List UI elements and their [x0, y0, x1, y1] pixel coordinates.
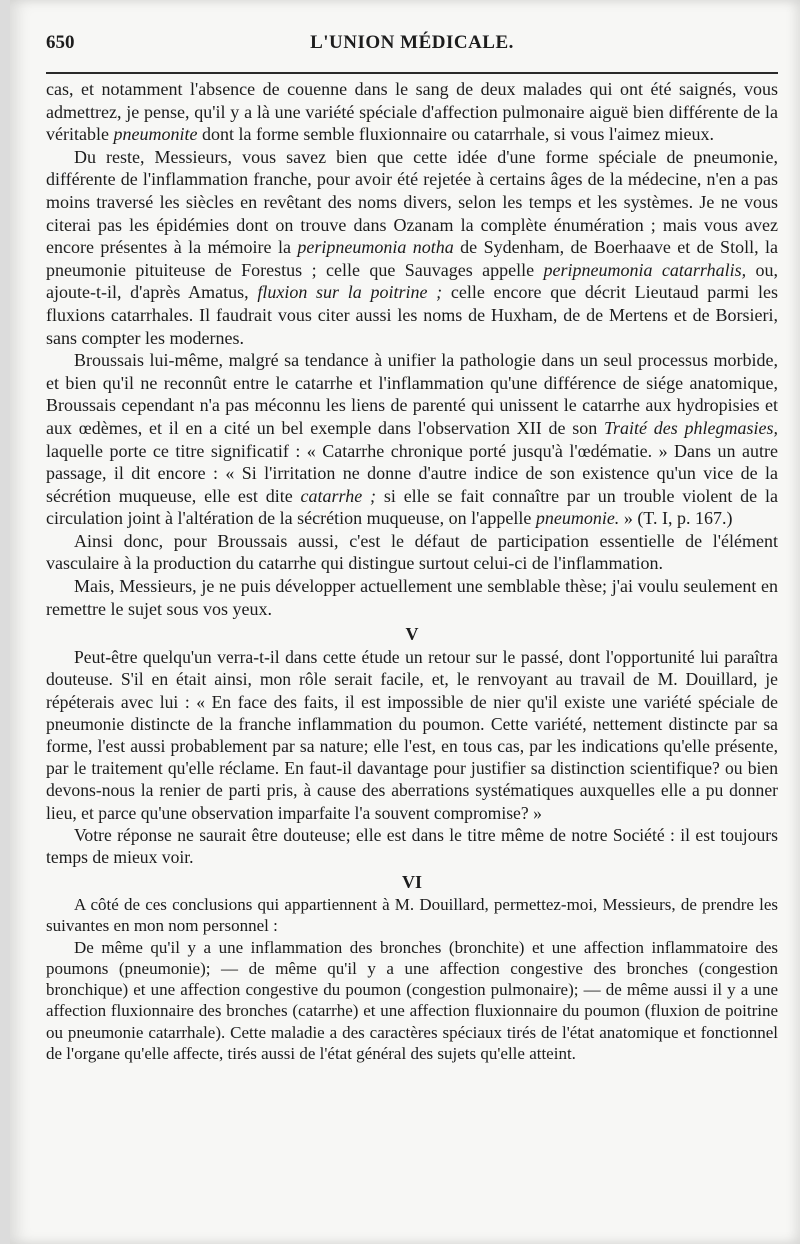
body-text	[46, 78, 778, 1214]
running-title: L'UNION MÉDICALE.	[310, 32, 514, 53]
section-vi	[46, 871, 778, 1064]
page-header	[46, 32, 778, 62]
page-number: 650	[46, 32, 75, 53]
section-heading-v: V	[405, 624, 419, 645]
header-rule	[46, 72, 778, 74]
section-heading-vi: VI	[401, 872, 422, 893]
paragraph-a-cote: A côté de ces conclusions qui appartiennent à M. Douillard, permettez-moi, Messieurs, de prendre les suivantes en mon nom personnel :	[46, 895, 778, 936]
paragraph-mais-messieurs: Mais, Messieurs, je ne puis développer actuellement une semblable thèse; j'ai voulu seulement en remettre le sujet sous vos yeux.	[46, 576, 778, 619]
paragraph-ainsi-donc: Ainsi donc, pour Broussais aussi, c'est le défaut de participation essentielle de l'élément vasculaire à la production du catarrhe qui distingue surtout celui-ci de l'inflammation.	[46, 530, 778, 574]
paragraph-du-reste: Du reste, Messieurs, vous savez bien que cette idée d'une forme spéciale de pneumonie, différente de l'inflammation franche, pour avoir été rejetée à certains âges de la médecine, n'en a pas moins traversé les siècles en revêtant des noms divers, selon les temps et les systèmes. Je ne vous citerai pas les épidémies dont on trouve dans Ozanam la complète énumération ; mais vous avez encore présentes à la mémoire la peripneumonia notha de Sydenham, de Boerhaave et de Stoll, la pneumonie pituiteuse de Forestus ; celle que Sauvages appelle peripneumonia catarrhalis, ou, ajoute-t-il, d'après Amatus, fluxion sur la poitrine ; celle encore que décrit Lieutaud parmi les fluxions catarrhales. Il faudrait vous citer aussi les noms de Huxham, de de Mertens et de Borsieri, sans compter les modernes.	[46, 146, 779, 348]
paragraph-votre-reponse: Votre réponse ne saurait être douteuse; elle est dans le titre même de notre Société : il est toujours temps de mieux voir.	[46, 824, 778, 868]
paragraph-de-meme: De même qu'il y a une inflammation des bronches (bronchite) et une affection inflammatoire des poumons (pneumonie); — de même qu'il y a une affection congestive des bronches (congestion bronchique) et une affection congestive du poumon (congestion pulmonaire); — de même aussi il y a une affection fluxionnaire des bronches (catarrhe) et une affection fluxionnaire du poumon (fluxion de poitrine ou pneumonie catarrhale). Cette maladie a des caractères spéciaux tirés de l'état anatomique et fonctionnel de l'organe qu'elle affecte, tirés aussi de l'état général des sujets qu'elle atteint.	[46, 937, 778, 1063]
paragraph-continued: cas, et notamment l'absence de couenne dans le sang de deux malades qui ont été saignés, vous admettrez, je pense, qu'il y a là une variété spéciale d'affection pulmonaire aiguë bien différente de la véritable pneumonite dont la forme semble fluxionnaire ou catarrhale, si vous l'aimez mieux.	[46, 79, 778, 145]
book-page	[10, 0, 800, 1244]
paragraph-peut-etre: Peut-être quelqu'un verra-t-il dans cette étude un retour sur le passé, dont l'opportunité lui paraîtra douteuse. S'il en était ainsi, mon rôle serait facile, et, le renvoyant au travail de M. Douillard, je répéterais avec lui : « En face des faits, il est impossible de nier qu'il existe une variété spéciale de pneumonie distincte de la franche inflammation du poumon. Cette variété, nettement distincte par sa forme, l'est aussi probablement par sa nature; elle l'est, en tous cas, par les indications qu'elle présente, par le traitement qu'elle réclame. En faut-il davantage pour justifier sa distinction scientifique? ou bien devons-nous la renier de parti pris, à cause des aberrations systématiques auxquelles elle a pu donner lieu, et parce qu'une observation imparfaite l'a souvent compromise? »	[46, 647, 778, 823]
section-v	[46, 623, 778, 868]
paragraph-broussais: Broussais lui-même, malgré sa tendance à unifier la pathologie dans un seul processus morbide, et bien qu'il ne reconnût entre le catarrhe et l'inflammation qu'une différence de siége anatomique, Broussais cependant n'a pas méconnu les liens de parenté qui unissent le catarrhe aux hydropisies et aux œdèmes, et il en a cité un bel exemple dans l'observation XII de son Traité des phlegmasies, laquelle porte ce titre significatif : « Catarrhe chronique porté jusqu'à l'œdématie. » Dans un autre passage, il dit encore : « Si l'irritation ne donne d'autre indice de son existence qu'un vice de la sécrétion muqueuse, elle est dite catarrhe ; si elle se fait connaître par un trouble violent de la circulation joint à l'altération de la sécrétion muqueuse, on l'appelle pneumonie. » (T. I, p. 167.)	[46, 350, 778, 529]
